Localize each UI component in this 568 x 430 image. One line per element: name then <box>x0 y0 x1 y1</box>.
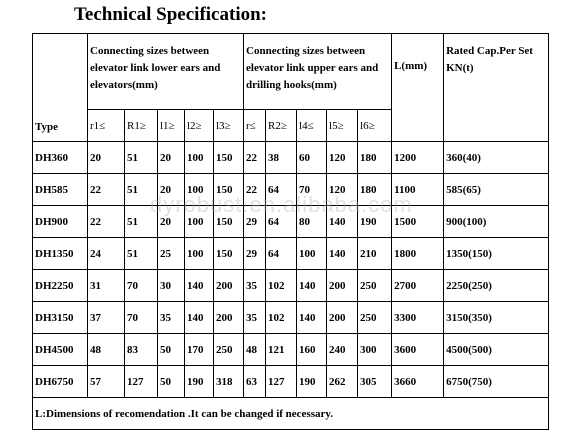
type-cell: DH4500 <box>33 334 88 366</box>
rated-cell: 1350(150) <box>444 238 549 270</box>
subheader-cell: l3≥ <box>214 110 244 142</box>
rated-cell: 3150(350) <box>444 302 549 334</box>
value-cell: 190 <box>185 366 214 398</box>
value-cell: 160 <box>297 334 327 366</box>
value-cell: 30 <box>158 270 185 302</box>
value-cell: 140 <box>297 270 327 302</box>
value-cell: 262 <box>327 366 358 398</box>
value-cell: 70 <box>125 302 158 334</box>
value-cell: 200 <box>214 270 244 302</box>
length-cell: 3300 <box>392 302 444 334</box>
value-cell: 102 <box>266 270 297 302</box>
value-cell: 100 <box>185 238 214 270</box>
length-cell: 1800 <box>392 238 444 270</box>
value-cell: 120 <box>327 142 358 174</box>
subheader-cell: l2≥ <box>185 110 214 142</box>
value-cell: 121 <box>266 334 297 366</box>
header-upper-group: Connecting sizes between elevator link upper ears and drilling hooks(mm) <box>244 34 392 110</box>
rated-cell: 585(65) <box>444 174 549 206</box>
rated-cell: 900(100) <box>444 206 549 238</box>
value-cell: 51 <box>125 142 158 174</box>
value-cell: 50 <box>158 366 185 398</box>
value-cell: 140 <box>297 302 327 334</box>
value-cell: 20 <box>158 142 185 174</box>
value-cell: 51 <box>125 174 158 206</box>
length-cell: 1100 <box>392 174 444 206</box>
table-row <box>33 238 549 270</box>
value-cell: 29 <box>244 206 266 238</box>
value-cell: 22 <box>244 142 266 174</box>
value-cell: 200 <box>327 270 358 302</box>
value-cell: 140 <box>327 206 358 238</box>
table-row <box>33 334 549 366</box>
value-cell: 35 <box>158 302 185 334</box>
value-cell: 190 <box>297 366 327 398</box>
value-cell: 51 <box>125 206 158 238</box>
type-cell: DH3150 <box>33 302 88 334</box>
value-cell: 240 <box>327 334 358 366</box>
footnote-row <box>33 398 549 430</box>
type-cell: DH585 <box>33 174 88 206</box>
subheader-cell: l5≥ <box>327 110 358 142</box>
table-row <box>33 270 549 302</box>
watermark: dyrobust.en.alibaba.com <box>150 192 413 217</box>
type-cell: DH1350 <box>33 238 88 270</box>
value-cell: 100 <box>297 238 327 270</box>
value-cell: 20 <box>158 206 185 238</box>
value-cell: 250 <box>358 270 392 302</box>
value-cell: 22 <box>244 174 266 206</box>
value-cell: 64 <box>266 238 297 270</box>
value-cell: 200 <box>214 302 244 334</box>
rated-cell: 6750(750) <box>444 366 549 398</box>
type-cell: DH6750 <box>33 366 88 398</box>
value-cell: 48 <box>244 334 266 366</box>
value-cell: 70 <box>297 174 327 206</box>
length-cell: 3600 <box>392 334 444 366</box>
value-cell: 22 <box>88 174 125 206</box>
value-cell: 24 <box>88 238 125 270</box>
value-cell: 180 <box>358 174 392 206</box>
header-lower-group: Connecting sizes between elevator link lower ears and elevators(mm) <box>88 34 244 110</box>
type-cell: DH2250 <box>33 270 88 302</box>
subheader-cell: r≤ <box>244 110 266 142</box>
value-cell: 150 <box>214 174 244 206</box>
length-cell: 1500 <box>392 206 444 238</box>
value-cell: 150 <box>214 238 244 270</box>
table-row <box>33 366 549 398</box>
value-cell: 100 <box>185 142 214 174</box>
header-length: L(mm) <box>392 34 444 142</box>
header-rated-capacity: Rated Cap.Per Set KN(t) <box>444 34 549 142</box>
value-cell: 127 <box>125 366 158 398</box>
value-cell: 31 <box>88 270 125 302</box>
header-row <box>33 34 549 110</box>
subheader-cell: l4≤ <box>297 110 327 142</box>
type-cell: DH360 <box>33 142 88 174</box>
page-title: Technical Specification: <box>74 4 267 25</box>
value-cell: 38 <box>266 142 297 174</box>
value-cell: 70 <box>125 270 158 302</box>
table-row <box>33 174 549 206</box>
value-cell: 50 <box>158 334 185 366</box>
value-cell: 80 <box>297 206 327 238</box>
table-row <box>33 206 549 238</box>
value-cell: 20 <box>158 174 185 206</box>
value-cell: 64 <box>266 206 297 238</box>
subheader-cell: l6≥ <box>358 110 392 142</box>
value-cell: 83 <box>125 334 158 366</box>
value-cell: 200 <box>327 302 358 334</box>
rated-cell: 360(40) <box>444 142 549 174</box>
value-cell: 120 <box>327 174 358 206</box>
value-cell: 170 <box>185 334 214 366</box>
value-cell: 127 <box>266 366 297 398</box>
length-cell: 1200 <box>392 142 444 174</box>
value-cell: 140 <box>185 302 214 334</box>
value-cell: 20 <box>88 142 125 174</box>
length-cell: 3660 <box>392 366 444 398</box>
value-cell: 37 <box>88 302 125 334</box>
value-cell: 35 <box>244 302 266 334</box>
value-cell: 210 <box>358 238 392 270</box>
value-cell: 57 <box>88 366 125 398</box>
value-cell: 100 <box>185 174 214 206</box>
value-cell: 48 <box>88 334 125 366</box>
value-cell: 25 <box>158 238 185 270</box>
value-cell: 180 <box>358 142 392 174</box>
value-cell: 250 <box>214 334 244 366</box>
rated-cell: 2250(250) <box>444 270 549 302</box>
value-cell: 29 <box>244 238 266 270</box>
rated-cell: 4500(500) <box>444 334 549 366</box>
value-cell: 140 <box>327 238 358 270</box>
header-type: Type <box>33 34 88 142</box>
length-cell: 2700 <box>392 270 444 302</box>
value-cell: 63 <box>244 366 266 398</box>
value-cell: 100 <box>185 206 214 238</box>
subheader-cell: l1≥ <box>158 110 185 142</box>
value-cell: 22 <box>88 206 125 238</box>
value-cell: 190 <box>358 206 392 238</box>
value-cell: 300 <box>358 334 392 366</box>
spec-table <box>32 33 549 430</box>
table-row <box>33 302 549 334</box>
value-cell: 250 <box>358 302 392 334</box>
subheader-cell: r1≤ <box>88 110 125 142</box>
footnote: L:Dimensions of recomendation .It can be changed if necessary. <box>33 398 549 430</box>
value-cell: 305 <box>358 366 392 398</box>
table-row <box>33 142 549 174</box>
value-cell: 318 <box>214 366 244 398</box>
value-cell: 150 <box>214 142 244 174</box>
subheader-cell: R1≥ <box>125 110 158 142</box>
subheader-cell: R2≥ <box>266 110 297 142</box>
value-cell: 150 <box>214 206 244 238</box>
value-cell: 140 <box>185 270 214 302</box>
value-cell: 102 <box>266 302 297 334</box>
value-cell: 35 <box>244 270 266 302</box>
value-cell: 51 <box>125 238 158 270</box>
type-cell: DH900 <box>33 206 88 238</box>
value-cell: 60 <box>297 142 327 174</box>
value-cell: 64 <box>266 174 297 206</box>
